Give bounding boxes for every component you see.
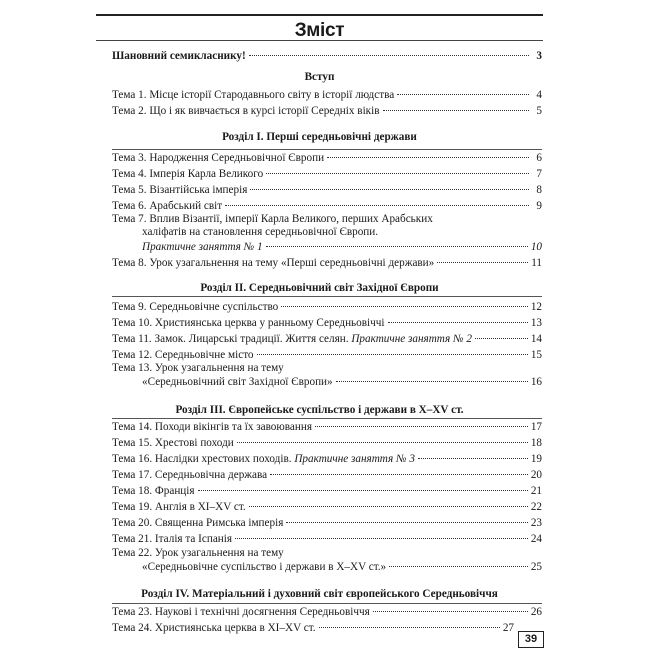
page-title: Зміст — [294, 20, 345, 41]
toc-entry: Тема 24. Християнська церква в XI–XV ст. 27 — [112, 622, 514, 634]
top-rule — [96, 14, 543, 16]
toc-entry: Тема 5. Візантійська імперія 8 — [112, 184, 542, 196]
toc-entry-greeting: Шановний семикласнику! 3 — [112, 50, 542, 62]
toc-entry: Тема 14. Походи вікінгів та їх завоювання 17 — [112, 421, 542, 433]
toc-entry: Тема 10. Християнська церква у ранньому Середньовіччі 13 — [112, 317, 542, 329]
toc-entry: Тема 16. Наслідки хрестових походів. Практичне заняття № 3 19 — [112, 453, 542, 465]
toc-entry-practice: Практичне заняття № 1 10 — [142, 241, 542, 253]
toc-entry: Тема 23. Наукові і технічні досягнення Середньовіччя 26 — [112, 606, 542, 618]
section-heading-1: Розділ І. Перші середньовічні держави — [222, 131, 417, 143]
section-heading-2: Розділ ІІ. Середньовічний світ Західної Європи — [200, 282, 439, 294]
toc-entry-line: халіфатів на становлення середньовічної Європи. — [142, 226, 379, 238]
toc-entry: «Середньовічне суспільство і держави в X–XV ст.» 25 — [142, 561, 542, 573]
toc-entry: Тема 18. Франція 21 — [112, 485, 542, 497]
toc-entry-line: Тема 7. Вплив Візантії, імперії Карла Великого, перших Арабських — [112, 213, 433, 225]
toc-entry: Тема 15. Хрестові походи 18 — [112, 437, 542, 449]
section-rule — [112, 418, 542, 419]
toc-entry: Тема 21. Італія та Іспанія 24 — [112, 533, 542, 545]
toc-entry: Тема 12. Середньовічне місто 15 — [112, 349, 542, 361]
toc-entry: Тема 2. Що і як вивчається в курсі історії Середніх віків 5 — [112, 105, 542, 117]
section-heading-intro: Вступ — [304, 71, 335, 83]
toc-entry-line: Тема 13. Урок узагальнення на тему — [112, 362, 284, 374]
section-heading-4: Розділ IV. Матеріальний і духовний світ європейського Середньовіччя — [141, 588, 498, 600]
toc-entry: Тема 8. Урок узагальнення на тему «Перші середньовічні держави» 11 — [112, 257, 542, 269]
section-rule — [112, 296, 542, 297]
toc-entry: Тема 6. Арабський світ 9 — [112, 200, 542, 212]
toc-entry: Тема 4. Імперія Карла Великого 7 — [112, 168, 542, 180]
section-rule — [112, 603, 542, 604]
page-number: 39 — [518, 631, 544, 648]
title-rule — [96, 40, 543, 41]
toc-entry: «Середньовічний світ Західної Європи» 16 — [142, 376, 542, 388]
toc-entry: Тема 11. Замок. Лицарські традиції. Життя селян. Практичне заняття № 2 14 — [112, 333, 542, 345]
section-heading-3: Розділ ІІІ. Європейське суспільство і держави в X–XV ст. — [175, 404, 464, 416]
toc-entry-line: Тема 22. Урок узагальнення на тему — [112, 547, 284, 559]
toc-entry: Тема 1. Місце історії Стародавнього світу в історії людства 4 — [112, 89, 542, 101]
toc-entry: Тема 17. Середньовічна держава 20 — [112, 469, 542, 481]
toc-entry: Тема 3. Народження Середньовічної Європи 6 — [112, 152, 542, 164]
toc-entry: Тема 9. Середньовічне суспільство 12 — [112, 301, 542, 313]
toc-entry: Тема 19. Англія в XI–XV ст. 22 — [112, 501, 542, 513]
toc-entry: Тема 20. Священна Римська імперія 23 — [112, 517, 542, 529]
section-rule — [112, 149, 542, 150]
